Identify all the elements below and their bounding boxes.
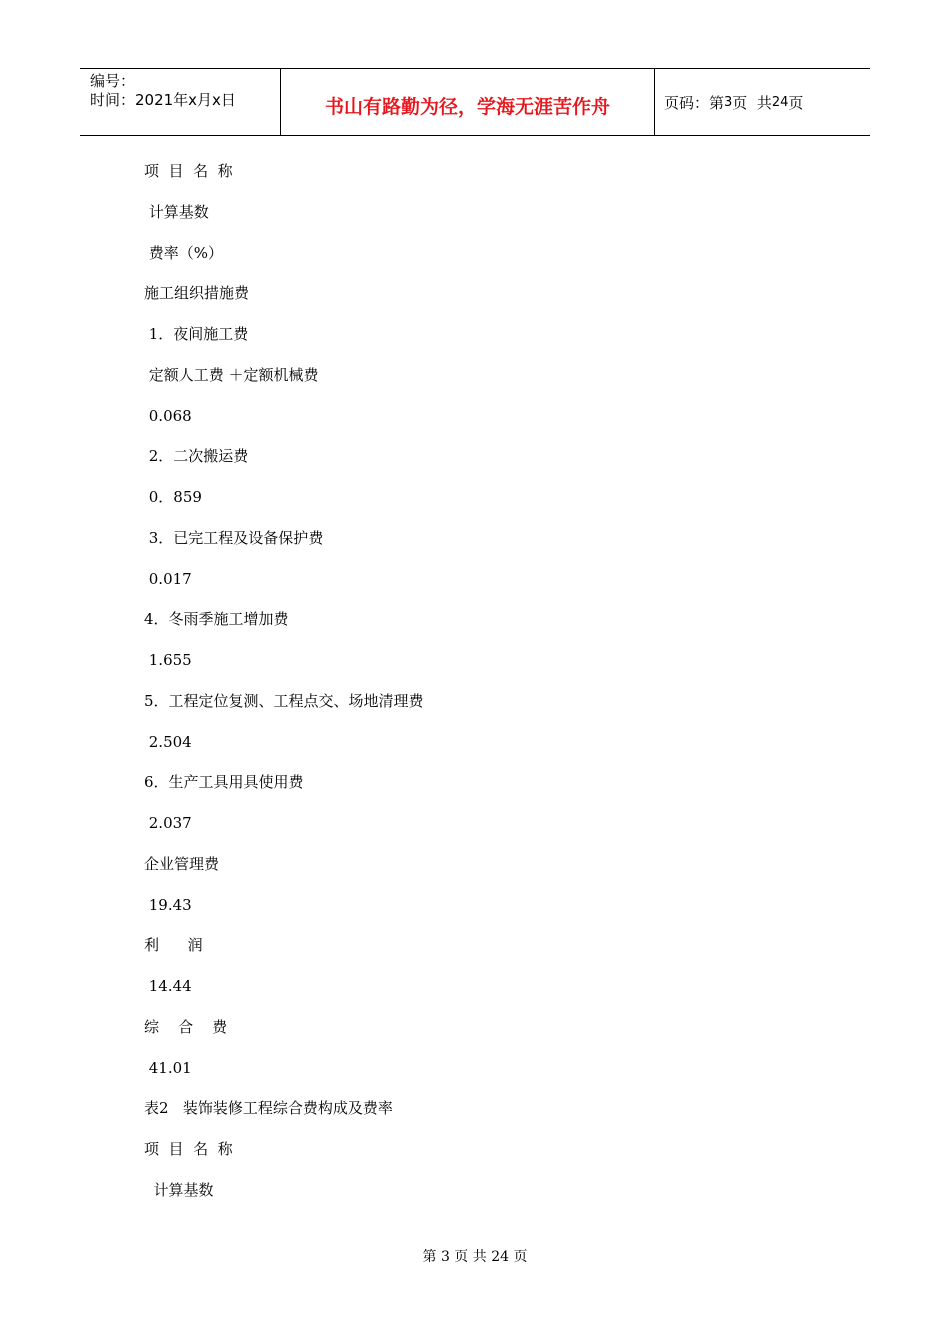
text-line: 4．冬雨季施工增加费 [144,610,289,629]
page-total: 24 [771,94,789,110]
motto-text: 书山有路勤为径，学海无涯苦作舟 [324,95,610,118]
text-line: 企业管理费 [144,854,220,873]
header-meta-cell [80,69,281,135]
text-line: 6．生产工具用具使用费 [144,773,304,792]
text-line: 19.43 [144,895,192,914]
text-line: 0．859 [144,488,202,506]
text-line: 1．夜间施工费 [144,325,249,343]
text-line: 计算基数 [144,1180,214,1199]
text-line: 0.017 [144,569,192,588]
text-line: 2.037 [144,814,192,832]
text-line: 项 目 名 称 [144,1140,233,1158]
text-line: 1.655 [144,651,192,669]
date-label: 时间：2021年x月x日 [90,91,236,109]
page-footer [0,1246,950,1266]
text-line: 5．工程定位复测、工程点交、场地清理费 [144,691,424,710]
page-mid: 页 共 [732,93,772,112]
text-line: 2.504 [144,732,192,751]
text-line: 41.01 [144,1058,192,1077]
text-line: 3．已完工程及设备保护费 [144,528,324,547]
text-line: 定额人工费 ＋定额机械费 [144,365,319,384]
text-line: 表2 装饰装修工程综合费构成及费率 [144,1099,393,1118]
text-line: 0.068 [144,406,192,425]
text-line: 计算基数 [144,202,209,221]
text-line: 利 润 [144,936,203,955]
text-line: 2．二次搬运费 [144,447,249,466]
text-line: 施工组织措施费 [144,284,250,303]
page-number: 3 [724,94,733,110]
page-suffix: 页 [788,93,804,112]
footer-page-text: 第 3 页 共 24 页 [422,1249,528,1265]
text-line: 综 合 费 [144,1017,228,1036]
page-header [80,68,870,136]
text-line: 项 目 名 称 [144,162,233,180]
text-line: 14.44 [144,977,192,995]
header-motto-cell [281,69,655,135]
header-page-cell [655,69,870,135]
page-prefix: 页码：第 [664,93,725,112]
document-body [144,160,844,1220]
text-line: 费率（%） [144,243,224,262]
serial-label: 编号： [90,72,136,90]
